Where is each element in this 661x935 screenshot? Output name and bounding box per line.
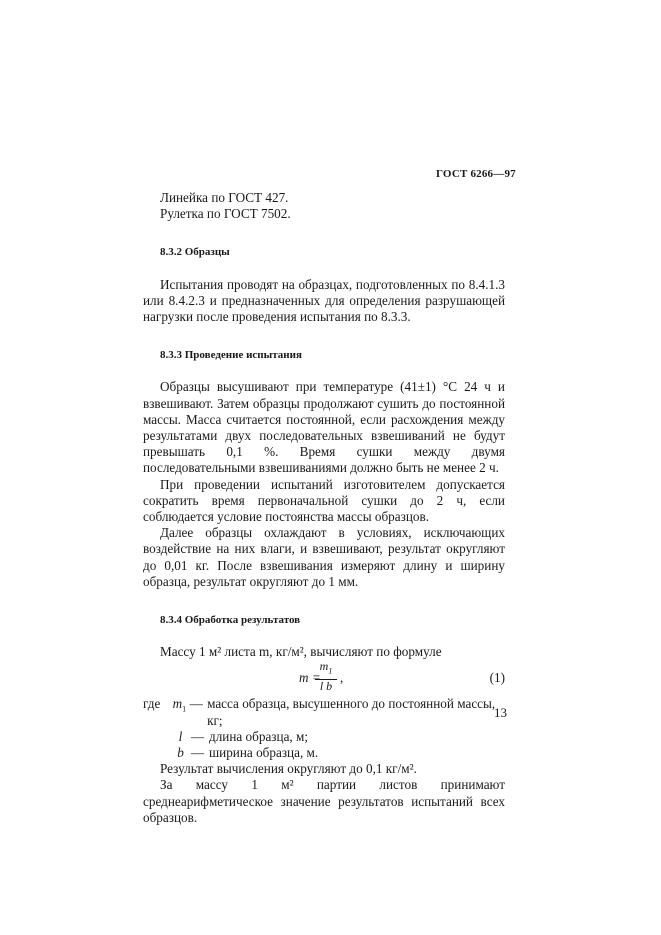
tool-item-tape-measure: Рулетка по ГОСТ 7502. (160, 206, 291, 222)
document-code: ГОСТ 6266—97 (436, 168, 516, 180)
paragraph-batch-mass: За массу 1 м² партии листов принимают среднеарифметическое значение результатов испытаний всех образцов. (143, 777, 505, 825)
legend-dash: — (191, 728, 205, 744)
formula-number: (1) (489, 670, 505, 686)
formula-lhs: m = (299, 670, 321, 686)
page-number: 13 (494, 705, 507, 720)
legend-dash: — (189, 696, 203, 712)
formula-1 (143, 659, 505, 696)
legend-dash: — (191, 745, 205, 761)
formula-comma: , (340, 670, 344, 686)
paragraph-rounding: Результат вычисления округляют до 0,1 кг/м². (160, 761, 417, 777)
section-heading-8-3-4: 8.3.4 Обработка результатов (160, 614, 301, 627)
section-heading-8-3-2: 8.3.2 Образцы (160, 246, 230, 259)
legend-text: ширина образца, м. (209, 745, 319, 761)
legend-row (143, 696, 505, 728)
page-body (143, 190, 505, 826)
legend-symbol: b (177, 745, 184, 761)
legend-symbol: l (178, 728, 183, 744)
legend-symbol: $m_1$ (172, 696, 187, 715)
legend-where-word: где (143, 696, 161, 712)
legend-text: длина образца, м; (209, 728, 309, 744)
paragraph-drying: Образцы высушивают при температуре (41±1) °С 24 ч и взвешивают. Затем образцы продолжают сушить до постоянной массы. Масса считается постоянной, если расхождения между результатами двух последовательных взвешиваний не будут превышать 0,1 %. Время сушки между двумя последовательными взвешиваниями должно быть не менее 2 ч. (143, 379, 505, 476)
paragraph-manufacturer: При проведении испытаний изготовителем допускается сократить время первоначальной сушки до 2 ч, если соблюдается условие постоянства массы образцов. (143, 476, 505, 525)
legend-text: масса образца, высушенного до постоянной массы, кг; (207, 696, 496, 728)
paragraph-cooling: Далее образцы охлаждают в условиях, исключающих воздействие на них влаги, и взвешивают, результат округляют до 0,01 кг. После взвешивания измеряют длину и ширину образца, результат округляют до 1 мм. (143, 525, 505, 589)
formula-numerator: $m_1$ (315, 660, 337, 679)
section-heading-8-3-3: 8.3.3 Проведение испытания (160, 349, 302, 362)
formula-legend (143, 696, 505, 761)
legend-row (143, 745, 505, 761)
paragraph-formula-intro: Массу 1 м² листа m, кг/м², вычисляют по формуле (160, 644, 442, 660)
formula-denominator: l b (319, 678, 333, 693)
paragraph-samples: Испытания проводят на образцах, подготовленных по 8.4.1.3 или 8.4.2.3 и предназначенных для определения разрушающей нагрузки после проведения испытания по 8.3.3. (143, 276, 505, 325)
legend-row (143, 729, 505, 745)
tool-item-ruler: Линейка по ГОСТ 427. (160, 190, 289, 205)
formula-fraction (315, 660, 337, 692)
